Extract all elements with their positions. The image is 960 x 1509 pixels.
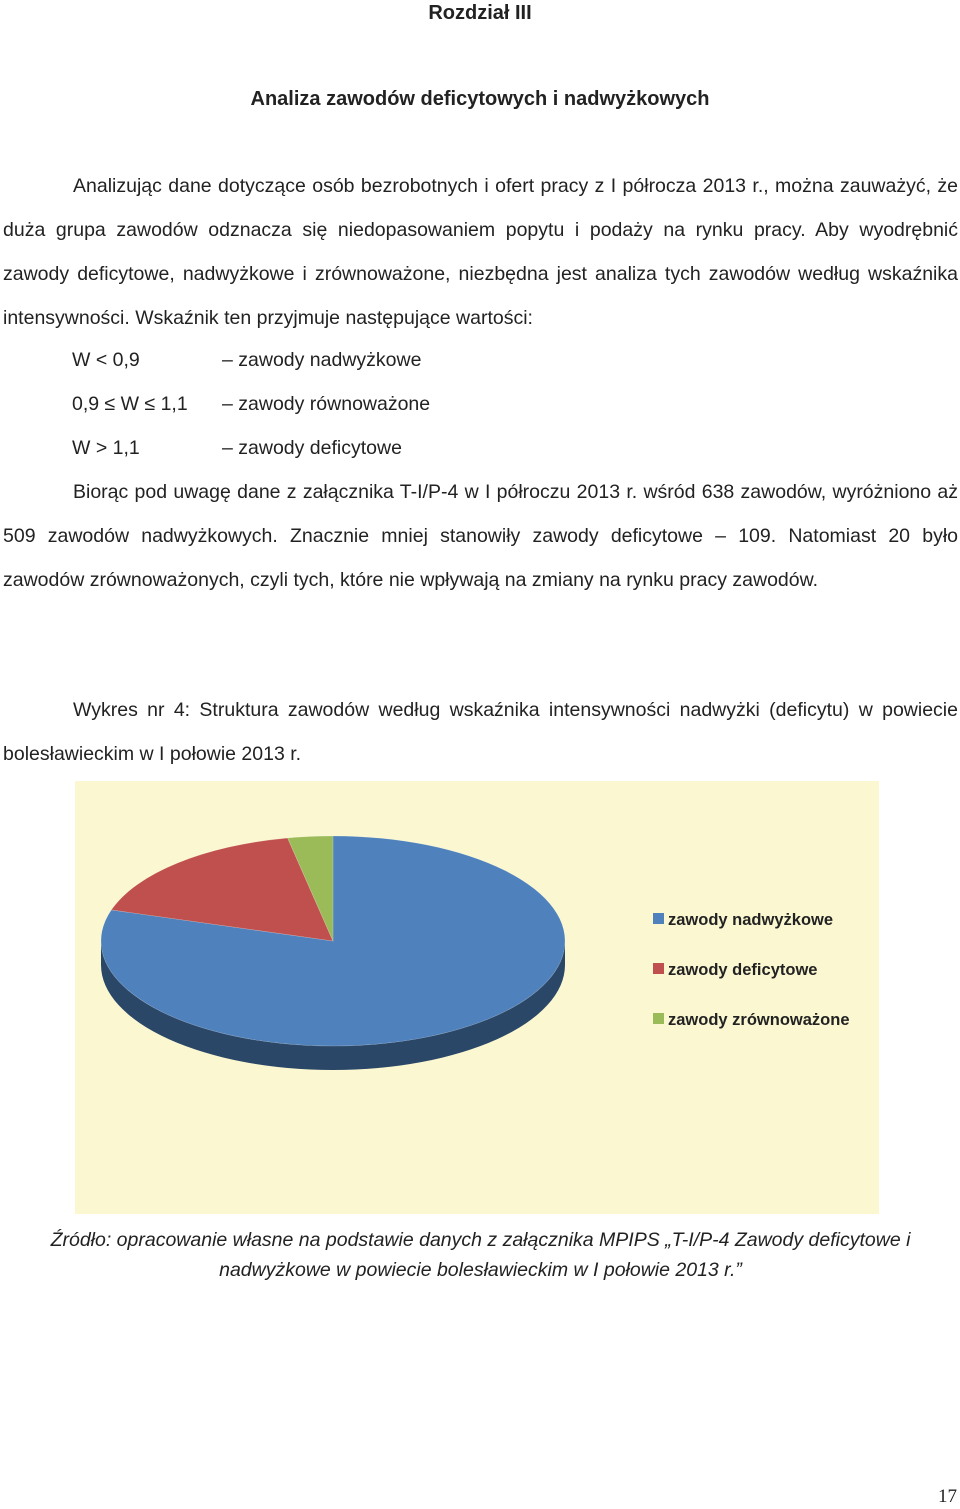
legend-label-3: zawody zrównoważone <box>668 1011 850 1029</box>
threshold-condition-2: 0,9 ≤ W ≤ 1,1 <box>72 393 188 415</box>
intro-text: Analizując dane dotyczące osób bezrobotnych i ofert pracy z I półrocza 2013 r., można zauważyć, że duża grupa zawodów odznacza się niedopasowaniem popytu i podaży na rynku pracy. Aby wyodrębnić zawody deficytowe, nadwyżkowe i zrównoważone, niezbędna jest analiza tych zawodów według wskaźnika intensywności. Wskaźnik ten przyjmuje następujące wartości: <box>3 175 958 329</box>
intro-paragraph <box>3 164 958 340</box>
chapter-heading: Rozdział III <box>428 2 532 24</box>
chart-caption-text: Wykres nr 4: Struktura zawodów według wskaźnika intensywności nadwyżki (deficytu) w powiecie bolesławieckim w I połowie 2013 r. <box>3 699 958 765</box>
source-note: Źródło: opracowanie własne na podstawie danych z załącznika MPIPS „T-I/P-4 Zawody deficytowe i nadwyżkowe w powiecie bolesławieckim w I połowie 2013 r.” <box>50 1229 911 1281</box>
legend-label-2: zawody deficytowe <box>668 961 818 979</box>
threshold-condition-3: W > 1,1 <box>72 437 140 459</box>
legend-item-2 <box>653 959 817 981</box>
pie-chart <box>75 781 879 1214</box>
legend-swatch-1 <box>653 913 664 924</box>
page-number: 17 <box>938 1486 957 1507</box>
pie-chart-svg <box>75 781 879 1214</box>
threshold-label-1: – zawody nadwyżkowe <box>222 349 422 371</box>
legend-item-3 <box>653 1009 850 1031</box>
threshold-label-3: – zawody deficytowe <box>222 437 402 459</box>
legend-swatch-2 <box>653 963 664 974</box>
threshold-label-2: – zawody równoważone <box>222 393 431 415</box>
body-text: Biorąc pod uwagę dane z załącznika T-I/P-4 w I półroczu 2013 r. wśród 638 zawodów, wyróżniono aż 509 zawodów nadwyżkowych. Znacznie mniej stanowiły zawody deficytowe – 109. Natomiast 20 było zawodów zrównoważonych, czyli tych, które nie wpływają na zmiany na rynku pracy zawodów. <box>3 481 958 591</box>
legend-swatch-3 <box>653 1013 664 1024</box>
legend-item-1 <box>653 909 833 931</box>
threshold-condition-1: W < 0,9 <box>72 349 140 371</box>
legend-label-1: zawody nadwyżkowe <box>668 911 834 929</box>
body-paragraph <box>3 470 958 602</box>
chart-caption <box>3 688 958 776</box>
section-title: Analiza zawodów deficytowych i nadwyżkowych <box>250 88 710 110</box>
